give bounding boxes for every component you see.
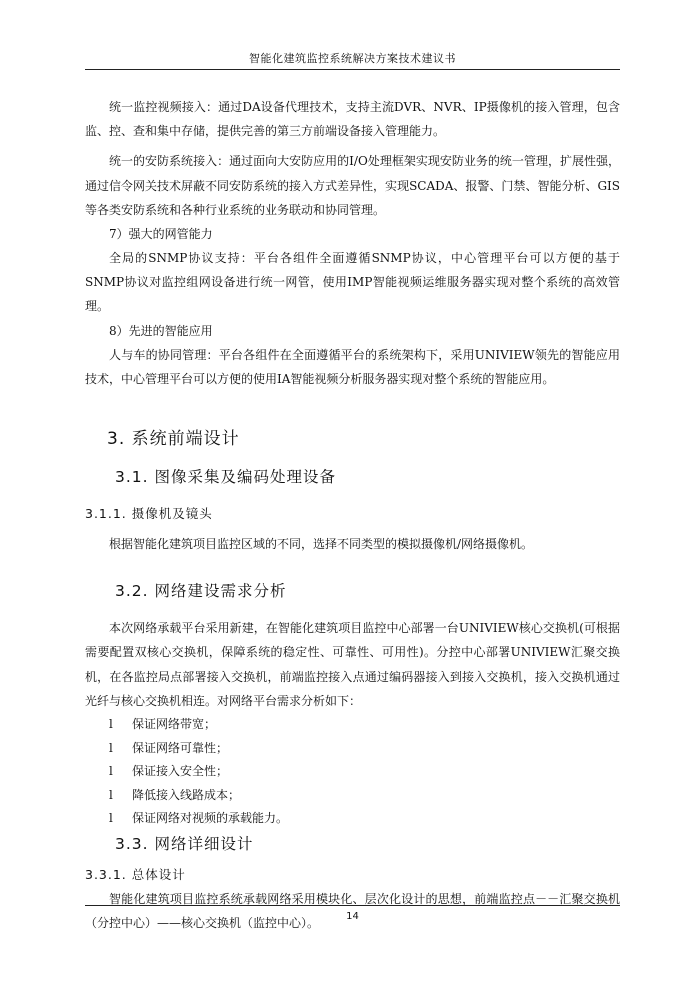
bullet-mark: l [109,764,113,779]
bullet-mark: l [109,787,113,802]
bullet-mark: l [109,740,113,755]
heading-section-3-3 [85,831,620,857]
bullet-mark: l [109,811,113,826]
bullet-mark: l [109,717,113,732]
list-item: l 保证接入安全性； [85,760,620,784]
paragraph-network-needs: 本次网络承载平台采用新建，在智能化建筑项目监控中心部署一台UNIVIEW核心交换机(可根据需要配置双核心交换机，保障系统的稳定性、可靠性、可用性)。分控中心部署UNIVIEW汇聚交换机，在各监控局点部署接入交换机，前端监控接入点通过编码器接入到接入交换机，接入交换机通过光纤与核心交换机相连。对网络平台需求分析如下： [85,621,620,708]
paragraph-smart-app: 人与车的协同管理：平台各组件在全面遵循平台的系统架构下，采用UNIVIEW领先的智能应用技术，中心管理平台可以方便的使用IA智能视频分析服务器实现对整个系统的智能应用。 [85,347,620,386]
heading-section-3-1-1 [85,502,620,526]
page-header-title: 智能化建筑监控系统解决方案技术建议书 [249,52,456,65]
footer-rule [85,905,620,906]
item-7-label: 7）强大的网管能力 [109,227,213,242]
heading-section-3-2 [85,578,620,604]
paragraph-camera: 根据智能化建筑项目监控区域的不同，选择不同类型的模拟摄像机/网络摄像机。 [109,537,534,552]
list-item: l 保证网络对视频的承载能力。 [85,807,620,831]
heading-section-3-1 [85,464,620,490]
heading-section-3-1-text: 3.1. 图像采集及编码处理设备 [115,468,337,487]
list-item: l 降低接入线路成本； [85,784,620,808]
heading-section-3-text: 3. 系统前端设计 [107,429,240,450]
heading-section-3-3-text: 3.3. 网络详细设计 [115,834,254,853]
heading-section-3-3-1 [85,863,620,887]
list-item: l 保证网络可靠性； [85,737,620,761]
page-content [85,95,620,935]
paragraph-security-access: 统一的安防系统接入：通过面向大安防应用的I/O处理框架实现安防业务的统一管理，扩展性强，通过信令网关技术屏蔽不同安防系统的接入方式差异性，实现SCADA、报警、门禁、智能分析、GIS等各类安防系统和各种行业系统的业务联动和协同管理。 [85,154,620,217]
header-rule [85,69,620,70]
heading-section-3-3-1-text: 3.3.1. 总体设计 [85,866,186,882]
paragraph-overall-design: 智能化建筑项目监控系统承载网络采用模块化、层次化设计的思想，前端监控点－－汇聚交换机（分控中心）——核心交换机（监控中心）。 [85,891,620,930]
page-number: 14 [346,911,359,922]
heading-section-3-1-1-text: 3.1.1. 摄像机及镜头 [85,506,213,522]
item-8-label: 8）先进的智能应用 [109,323,213,338]
requirements-list [85,713,620,831]
paragraph-snmp: 全局的SNMP协议支持：平台各组件全面遵循SNMP协议，中心管理平台可以方便的基于SNMP协议对监控组网设备进行统一网管，使用IMP智能视频运维服务器实现对整个系统的高效管理。 [85,251,620,314]
list-item: l 保证网络带宽； [85,713,620,737]
heading-section-3 [85,426,620,452]
heading-section-3-2-text: 3.2. 网络建设需求分析 [115,582,287,601]
paragraph-video-access: 统一监控视频接入：通过DA设备代理技术，支持主流DVR、NVR、IP摄像机的接入管理，包含监、控、查和集中存储，提供完善的第三方前端设备接入管理能力。 [85,100,620,139]
